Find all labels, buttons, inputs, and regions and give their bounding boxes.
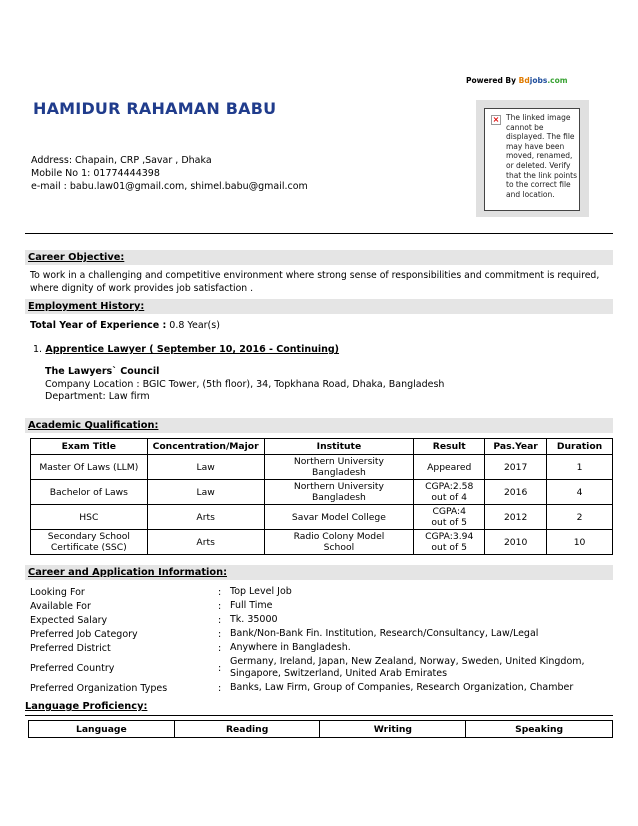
email[interactable]: e-mail : babu.law01@gmail.com, shimel.babu@gmail.com — [31, 181, 308, 192]
col-exam-title: Exam Title — [31, 439, 148, 455]
objective-text: To work in a challenging and competitive environment where strong sense of responsibilities and commitment is required, where dignity of work provides job satisfaction . — [30, 270, 600, 294]
table-row: Secondary School Certificate (SSC) Arts Radio Colony Model School CGPA:3.94 out of 5 2010 10 — [31, 530, 613, 555]
col-duration: Duration — [547, 439, 613, 455]
broken-image-message: The linked image cannot be displayed. The file may have been moved, renamed, or deleted. Verify that the link points to the correct file and location. — [506, 113, 577, 199]
powered-by: Powered By Bdjobs.com — [466, 76, 568, 85]
language-header-row — [29, 721, 613, 738]
language-table — [28, 720, 613, 738]
mobile: Mobile No 1: 01774444398 — [31, 168, 160, 179]
col-language: Language — [29, 721, 175, 738]
section-employment-history: Employment History: — [25, 299, 613, 314]
list-item: Preferred Country : Germany, Ireland, Japan, New Zealand, Norway, Sweden, United Kingdom, Singapore, Switzerland, United Arab Emirates — [30, 656, 585, 679]
col-concentration: Concentration/Major — [147, 439, 264, 455]
academic-table — [30, 438, 613, 555]
broken-image-icon: × — [492, 115, 500, 124]
table-row: HSC Arts Savar Model College CGPA:4 out of 5 2012 2 — [31, 505, 613, 530]
list-item: Expected Salary : Tk. 35000 — [30, 614, 278, 626]
academic-header-row — [31, 439, 613, 455]
list-item: Preferred Job Category : Bank/Non-Bank Fin. Institution, Research/Consultancy, Law/Legal — [30, 628, 539, 640]
company-name: The Lawyers` Council — [45, 366, 160, 377]
company-location: Company Location : BGIC Tower, (5th floor), 34, Topkhana Road, Dhaka, Bangladesh — [45, 378, 445, 390]
candidate-name: HAMIDUR RAHAMAN BABU — [33, 99, 277, 118]
photo-placeholder — [484, 108, 580, 211]
contact-block — [31, 154, 308, 193]
col-pass-year: Pas.Year — [485, 439, 547, 455]
col-result: Result — [414, 439, 485, 455]
company-block — [45, 366, 444, 404]
list-item: Looking For : Top Level Job — [30, 586, 292, 598]
col-reading: Reading — [174, 721, 320, 738]
list-item: Available For : Full Time — [30, 600, 273, 612]
section-career-info: Career and Application Information: — [25, 565, 613, 580]
section-career-objective: Career Objective: — [25, 250, 613, 265]
section-academic: Academic Qualification: — [25, 418, 613, 433]
col-writing: Writing — [320, 721, 466, 738]
photo-frame — [476, 100, 589, 217]
table-row: Bachelor of Laws Law Northern University Bangladesh CGPA:2.58 out of 4 2016 4 — [31, 480, 613, 505]
table-row: Master Of Laws (LLM) Law Northern University Bangladesh Appeared 2017 1 — [31, 455, 613, 480]
col-institute: Institute — [264, 439, 414, 455]
list-item: Preferred Organization Types : Banks, Law Firm, Group of Companies, Research Organization, Chamber — [30, 682, 574, 694]
list-item: Preferred District : Anywhere in Bangladesh. — [30, 642, 351, 654]
career-info-list — [30, 585, 613, 695]
section-language: Language Proficiency: — [25, 701, 613, 716]
col-speaking: Speaking — [466, 721, 613, 738]
department: Department: Law firm — [45, 391, 150, 402]
divider — [25, 233, 613, 234]
address: Address: Chapain, CRP ,Savar , Dhaka — [31, 155, 212, 166]
total-experience: Total Year of Experience : 0.8 Year(s) — [30, 320, 220, 331]
job-title: 1. Apprentice Lawyer ( September 10, 2016 - Continuing) — [33, 344, 340, 355]
